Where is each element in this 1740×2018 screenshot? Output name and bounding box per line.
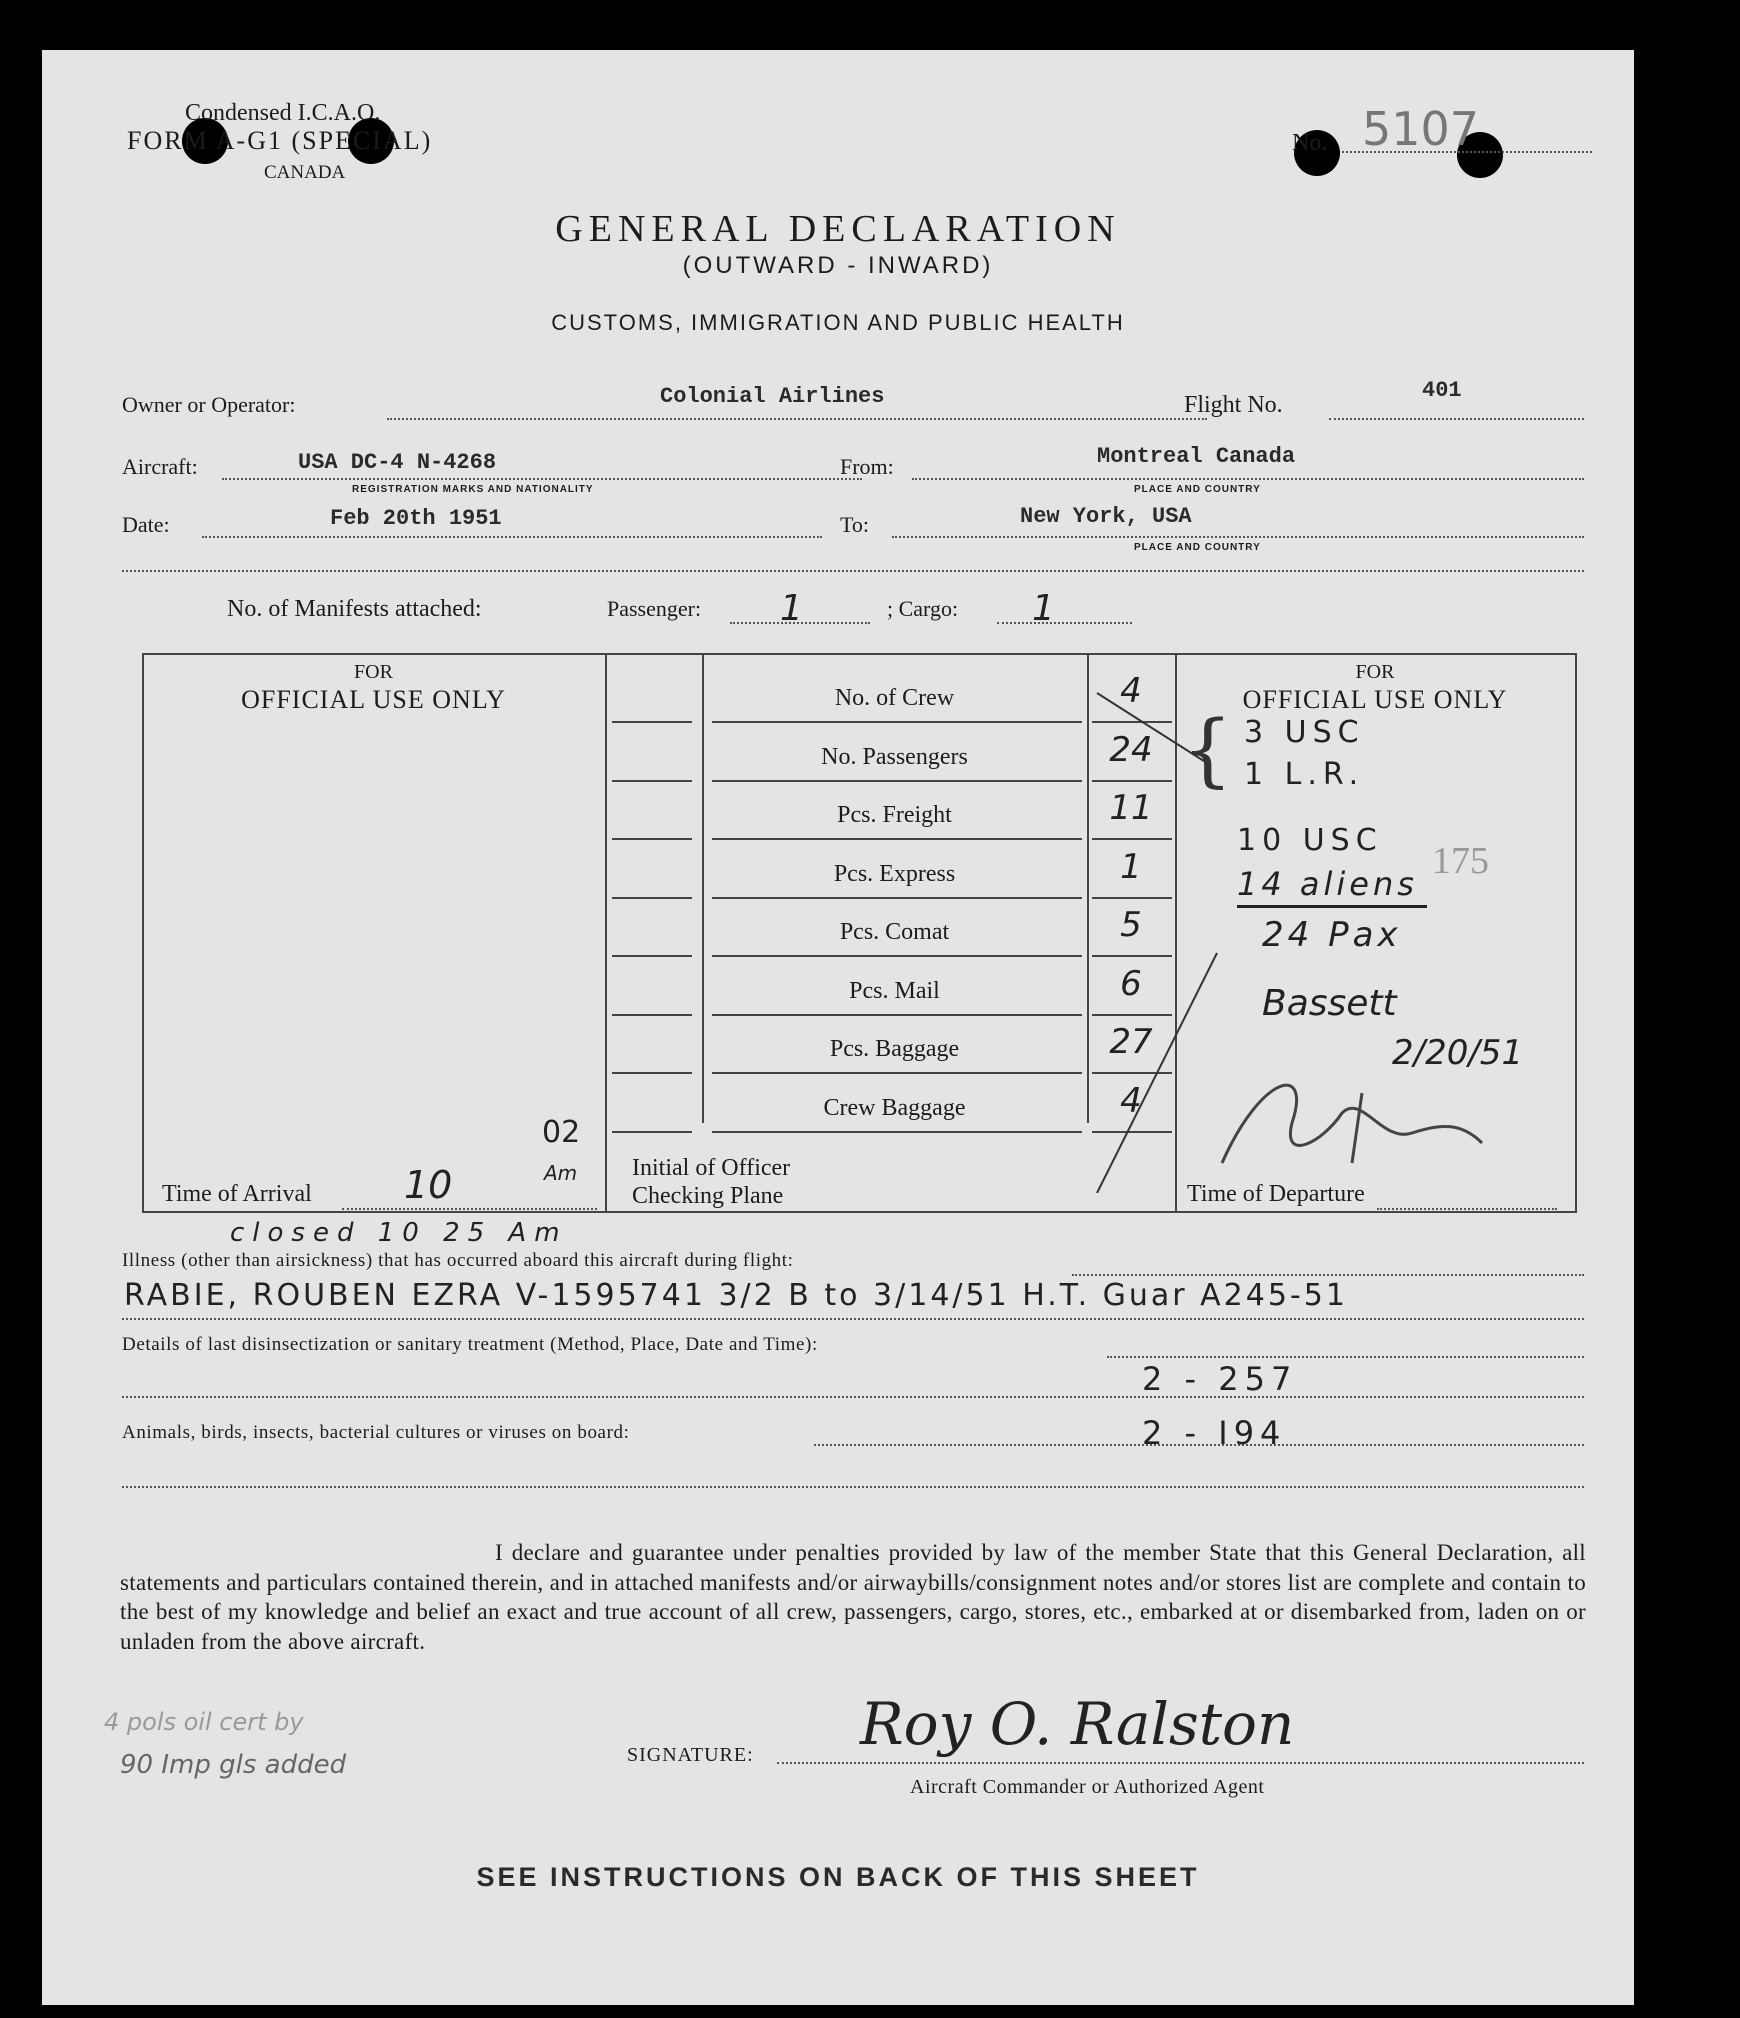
- official-note-aliens: 14 aliens: [1237, 865, 1418, 903]
- grid-row-label: Pcs. Express: [833, 860, 956, 887]
- margin-note-line1: 4 pols oil cert by: [104, 1708, 304, 1736]
- closed-time-note: closed 10 25 Am: [230, 1218, 568, 1248]
- disinsect-line-2: [122, 1396, 1584, 1398]
- flight-line: [1329, 418, 1584, 420]
- grid-row-label: No. Passengers: [821, 743, 968, 770]
- passenger-manifest-value: 1: [780, 588, 803, 629]
- from-line: [912, 478, 1584, 480]
- date-line: [202, 536, 822, 538]
- owner-line: [387, 418, 1207, 420]
- flight-label: Flight No.: [1184, 392, 1283, 418]
- grid-row-rule: [712, 1131, 1082, 1133]
- animals-line-2: [122, 1486, 1584, 1488]
- time-arrival-hour: 10: [404, 1163, 453, 1207]
- official-use-label-right: OFFICIAL USE ONLY: [1242, 685, 1508, 714]
- flight-value: 401: [1422, 378, 1462, 403]
- time-arrival-minutes: 02: [542, 1115, 581, 1150]
- disinsect-label: Details of last disinsectization or sanitary treatment (Method, Place, Date and Time):: [122, 1334, 818, 1355]
- grid-row-rule: [712, 838, 1082, 840]
- from-value: Montreal Canada: [1097, 444, 1296, 469]
- grid-row-rule: [712, 721, 1082, 723]
- to-label: To:: [840, 512, 870, 537]
- grid-row-rule: [712, 780, 1082, 782]
- grid-row-value: 24: [1109, 729, 1153, 770]
- form-subtitle-direction: (OUTWARD - INWARD): [682, 252, 994, 279]
- time-arrival-ampm: Am: [544, 1161, 578, 1185]
- official-note-pax: 24 Pax: [1262, 915, 1402, 955]
- from-label: From:: [840, 454, 894, 479]
- signature-value: Roy O. Ralston: [860, 1690, 1295, 1758]
- illness-label: Illness (other than airsickness) that has occurred aboard this aircraft during flight:: [122, 1250, 794, 1271]
- grid-row-label: Pcs. Freight: [837, 802, 952, 828]
- grid-row-value: 11: [1109, 788, 1153, 828]
- grid-row-value: 27: [1109, 1022, 1153, 1062]
- grid-row-rule: [612, 1131, 692, 1133]
- date-value: Feb 20th 1951: [330, 506, 502, 531]
- official-use-label-left: OFFICIAL USE ONLY: [241, 685, 506, 714]
- grid-row-value: 1: [1120, 846, 1142, 887]
- grid-row-value: 4: [1120, 671, 1142, 711]
- grid-row-rule: [712, 1072, 1082, 1074]
- aircraft-label: Aircraft:: [122, 454, 198, 479]
- grid-row-label: No. of Crew: [834, 685, 955, 711]
- grid-row-rule: [612, 721, 692, 723]
- back-instructions: SEE INSTRUCTIONS ON BACK OF THIS SHEET: [476, 1862, 1200, 1892]
- animals-label: Animals, birds, insects, bacterial cultures or viruses on board:: [122, 1422, 630, 1443]
- animals-value: 2 - I94: [1142, 1414, 1287, 1452]
- separator-line: [122, 570, 1584, 572]
- grid-row-label: Crew Baggage: [823, 1094, 966, 1121]
- grid-row-value: 6: [1120, 963, 1142, 1004]
- aircraft-caption: REGISTRATION MARKS AND NATIONALITY: [352, 484, 594, 495]
- declaration-sheet: [42, 50, 1634, 2005]
- official-stamp-number: 175: [1432, 840, 1489, 882]
- passenger-manifest-label: Passenger:: [607, 596, 702, 621]
- form-number-line: [1342, 151, 1592, 153]
- grid-row-label: Pcs. Baggage: [829, 1036, 960, 1062]
- official-use-for-right: FOR: [1355, 661, 1395, 683]
- grid-row-value: 5: [1120, 905, 1142, 945]
- official-date: 2/20/51: [1392, 1033, 1524, 1073]
- official-note-usc: 3 USC: [1244, 715, 1365, 750]
- form-code-line3: CANADA: [264, 162, 346, 183]
- owner-label: Owner or Operator:: [122, 392, 296, 417]
- grid-row-rule: [612, 1072, 692, 1074]
- owner-value: Colonial Airlines: [660, 384, 885, 409]
- to-value: New York, USA: [1020, 504, 1192, 529]
- manifests-label: No. of Manifests attached:: [227, 596, 482, 622]
- grid-row-rule: [612, 955, 692, 957]
- initial-officer-label: Initial of Officer: [632, 1155, 791, 1181]
- signature-caption: Aircraft Commander or Authorized Agent: [910, 1776, 1265, 1798]
- grid-row-rule: [712, 955, 1082, 957]
- grid-row-rule: [612, 838, 692, 840]
- grid-row-rule: [612, 780, 692, 782]
- form-code-line2: FORM A-G1 (SPECIAL): [127, 126, 433, 155]
- form-code-line1: Condensed I.C.A.O.: [185, 100, 381, 126]
- grid-row-rule: [612, 897, 692, 899]
- time-departure-line: [1377, 1208, 1557, 1210]
- disinsect-line-1: [1107, 1356, 1584, 1358]
- form-subtitle-authorities: CUSTOMS, IMMIGRATION AND PUBLIC HEALTH: [551, 310, 1125, 335]
- date-label: Date:: [122, 512, 170, 537]
- form-number: 5107: [1362, 102, 1480, 156]
- margin-note-line2: 90 Imp gls added: [120, 1750, 347, 1780]
- checking-plane-label: Checking Plane: [632, 1183, 784, 1209]
- illness-line-1: [1072, 1274, 1584, 1276]
- grid-row-value: 4: [1120, 1080, 1142, 1121]
- time-arrival-label: Time of Arrival: [162, 1181, 312, 1207]
- to-line: [892, 536, 1584, 538]
- illness-line-2: [122, 1318, 1584, 1320]
- cargo-manifest-value: 1: [1032, 588, 1055, 629]
- grid-row-label: Pcs. Mail: [849, 977, 940, 1004]
- official-diagonal-strokes: [1077, 683, 1227, 1193]
- disinsect-value: 2 - 257: [1142, 1360, 1298, 1398]
- signature-line: [777, 1762, 1584, 1764]
- official-initials: Bassett: [1262, 983, 1397, 1024]
- from-caption: PLACE AND COUNTRY: [1134, 484, 1261, 495]
- declaration-text: I declare and guarantee under penalties provided by law of the member State that this General Declaration, all statements and particulars contained therein, and in attached manifests and/or airwaybills/consignment notes and/or stores list are complete and contain to the best of my knowledge and belief an exact and true account of all crew, passengers, cargo, stores, etc., embarked at or disembarked from, laden on or unladen from the above aircraft.: [120, 1540, 1586, 1654]
- signature-label: SIGNATURE:: [627, 1744, 754, 1766]
- official-scribble-signature: [1202, 1053, 1562, 1183]
- form-title: GENERAL DECLARATION: [555, 208, 1121, 250]
- cargo-manifest-label: ; Cargo:: [887, 596, 959, 621]
- cargo-manifest-line: [997, 622, 1132, 624]
- grid-row-label: Pcs. Comat: [839, 919, 950, 945]
- to-caption: PLACE AND COUNTRY: [1134, 542, 1261, 553]
- official-use-for-left: FOR: [354, 661, 393, 683]
- time-arrival-line: [342, 1208, 597, 1210]
- aircraft-value: USA DC-4 N-4268: [298, 450, 497, 475]
- aircraft-line: [222, 478, 862, 480]
- crew-cargo-grid: [142, 653, 1577, 1213]
- grid-row-rule: [712, 1014, 1082, 1016]
- grid-row-rule: [612, 1014, 692, 1016]
- grid-row-rule: [712, 897, 1082, 899]
- official-bracket: {: [1182, 703, 1233, 796]
- official-note-lr: 1 L.R.: [1244, 757, 1365, 792]
- form-number-prefix: No.: [1292, 130, 1328, 156]
- official-note-10usc: 10 USC: [1237, 823, 1383, 858]
- time-departure-label: Time of Departure: [1187, 1181, 1365, 1207]
- illness-value: RABIE, ROUBEN EZRA V-1595741 3/2 B to 3/14/51 H.T. Guar A245-51: [124, 1278, 1348, 1313]
